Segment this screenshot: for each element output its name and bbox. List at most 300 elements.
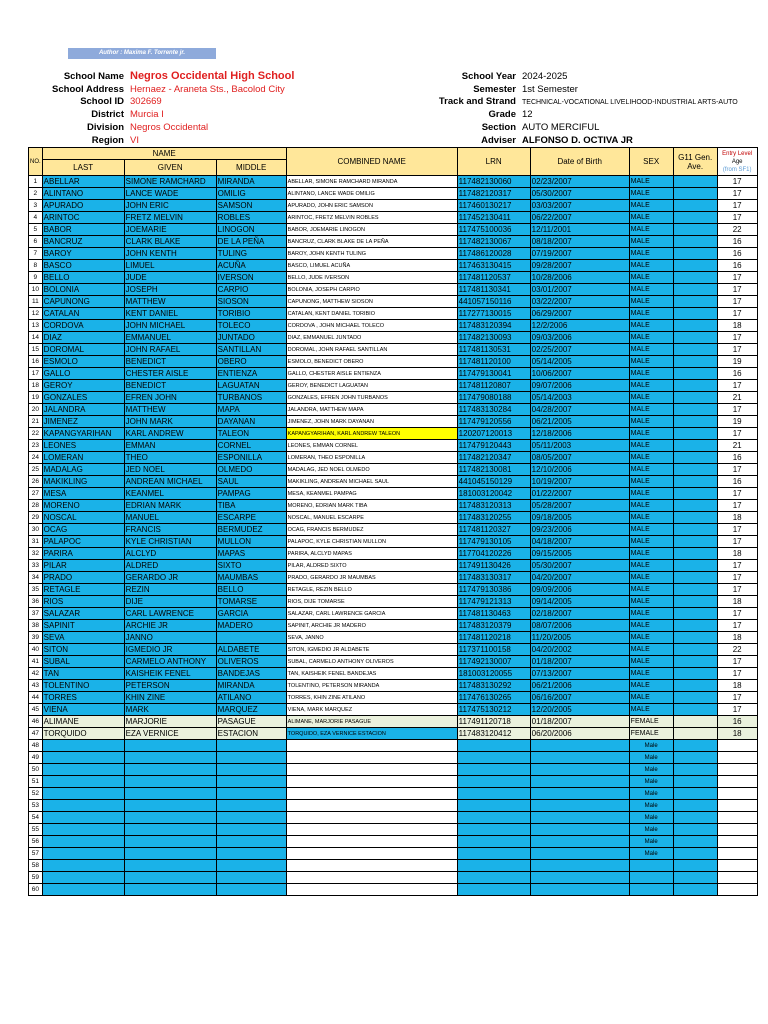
lrn: 117481120218 bbox=[457, 632, 530, 644]
g11-average bbox=[673, 332, 717, 344]
last-name: OCAG bbox=[42, 524, 124, 536]
combined-name: RIOS, DIJE TOMARSE bbox=[286, 596, 457, 608]
table-row bbox=[29, 632, 758, 644]
g11-average bbox=[673, 560, 717, 572]
row-number: 7 bbox=[29, 248, 43, 260]
sex: MALE bbox=[629, 464, 673, 476]
sex: MALE bbox=[629, 236, 673, 248]
semester: 1st Semester bbox=[522, 84, 578, 95]
combined-name: ARINTOC, FRETZ MELVIN ROBLES bbox=[286, 212, 457, 224]
table-row bbox=[29, 368, 758, 380]
middle-name: TULING bbox=[216, 248, 286, 260]
middle-name: MAPA bbox=[216, 404, 286, 416]
col-lrn: LRN bbox=[457, 148, 530, 176]
row-number: 5 bbox=[29, 224, 43, 236]
g11-average bbox=[673, 656, 717, 668]
lrn: 117482130060 bbox=[457, 176, 530, 188]
middle-name: LINOGON bbox=[216, 224, 286, 236]
given-name: IGMEDIO JR bbox=[124, 644, 216, 656]
last-name: TORRES bbox=[42, 692, 124, 704]
empty-cell bbox=[124, 824, 216, 836]
row-number: 57 bbox=[29, 848, 43, 860]
combined-name: CATALAN, KENT DANIEL TORIBIO bbox=[286, 308, 457, 320]
empty-cell bbox=[673, 812, 717, 824]
row-number: 31 bbox=[29, 536, 43, 548]
empty-cell bbox=[673, 776, 717, 788]
date-of-birth: 06/21/2006 bbox=[530, 680, 629, 692]
date-of-birth: 07/13/2007 bbox=[530, 668, 629, 680]
middle-name: OMILIG bbox=[216, 188, 286, 200]
last-name: TOLENTINO bbox=[42, 680, 124, 692]
middle-name: SIXTO bbox=[216, 560, 286, 572]
sex: Male bbox=[629, 824, 673, 836]
school-name: Negros Occidental High School bbox=[130, 70, 295, 82]
combined-name: RETAGLE, REZIN BELLO bbox=[286, 584, 457, 596]
middle-name: ACUÑA bbox=[216, 260, 286, 272]
table-row bbox=[29, 512, 758, 524]
empty-cell bbox=[673, 740, 717, 752]
combined-name bbox=[286, 872, 457, 884]
middle-name: SANTILLAN bbox=[216, 344, 286, 356]
combined-name: PARIRA, ALCLYD MAPAS bbox=[286, 548, 457, 560]
middle-name: ROBLES bbox=[216, 212, 286, 224]
date-of-birth: 06/16/2007 bbox=[530, 692, 629, 704]
sex: MALE bbox=[629, 320, 673, 332]
date-of-birth: 10/19/2007 bbox=[530, 476, 629, 488]
given-name: CLARK BLAKE bbox=[124, 236, 216, 248]
empty-cell bbox=[457, 884, 530, 896]
g11-average bbox=[673, 692, 717, 704]
sex: MALE bbox=[629, 356, 673, 368]
row-number: 1 bbox=[29, 176, 43, 188]
g11-average bbox=[673, 452, 717, 464]
last-name: GALLO bbox=[42, 368, 124, 380]
last-name: TAN bbox=[42, 668, 124, 680]
table-row-empty bbox=[29, 752, 758, 764]
date-of-birth: 09/07/2006 bbox=[530, 380, 629, 392]
last-name: VIENA bbox=[42, 704, 124, 716]
sex: MALE bbox=[629, 344, 673, 356]
date-of-birth: 09/15/2005 bbox=[530, 548, 629, 560]
given-name: BENEDICT bbox=[124, 380, 216, 392]
empty-cell bbox=[673, 848, 717, 860]
given-name: MANUEL bbox=[124, 512, 216, 524]
date-of-birth: 12/18/2006 bbox=[530, 428, 629, 440]
empty-cell bbox=[457, 860, 530, 872]
g11-average bbox=[673, 632, 717, 644]
row-number: 60 bbox=[29, 884, 43, 896]
lrn: 117482130081 bbox=[457, 464, 530, 476]
given-name: SIMONE RAMCHARD bbox=[124, 176, 216, 188]
last-name: PALAPOC bbox=[42, 536, 124, 548]
row-number: 29 bbox=[29, 512, 43, 524]
row-number: 51 bbox=[29, 776, 43, 788]
age: 16 bbox=[717, 368, 757, 380]
row-number: 59 bbox=[29, 872, 43, 884]
table-row bbox=[29, 488, 758, 500]
age: 17 bbox=[717, 608, 757, 620]
empty-cell bbox=[457, 764, 530, 776]
sex: Male bbox=[629, 812, 673, 824]
middle-name: MIRANDA bbox=[216, 680, 286, 692]
empty-cell bbox=[457, 848, 530, 860]
date-of-birth: 01/18/2007 bbox=[530, 656, 629, 668]
sex: MALE bbox=[629, 704, 673, 716]
given-name: KENT DANIEL bbox=[124, 308, 216, 320]
table-row bbox=[29, 236, 758, 248]
table-row bbox=[29, 188, 758, 200]
empty-cell bbox=[42, 752, 124, 764]
last-name: SAPINIT bbox=[42, 620, 124, 632]
combined-name: SUBAL, CARMELO ANTHONY OLIVEROS bbox=[286, 656, 457, 668]
combined-name: SAPINIT, ARCHIE JR MADERO bbox=[286, 620, 457, 632]
row-number: 37 bbox=[29, 608, 43, 620]
date-of-birth: 08/18/2007 bbox=[530, 236, 629, 248]
empty-cell bbox=[124, 740, 216, 752]
table-row bbox=[29, 620, 758, 632]
combined-name: JIMENEZ, JOHN MARK DAYANAN bbox=[286, 416, 457, 428]
row-number: 27 bbox=[29, 488, 43, 500]
age: 17 bbox=[717, 524, 757, 536]
g11-average bbox=[673, 272, 717, 284]
empty-cell bbox=[216, 812, 286, 824]
row-number: 33 bbox=[29, 560, 43, 572]
sex: MALE bbox=[629, 620, 673, 632]
g11-average bbox=[673, 224, 717, 236]
combined-name bbox=[286, 836, 457, 848]
age: 17 bbox=[717, 428, 757, 440]
date-of-birth: 04/20/2007 bbox=[530, 572, 629, 584]
table-row-empty bbox=[29, 740, 758, 752]
region: VI bbox=[130, 135, 139, 146]
age: 19 bbox=[717, 416, 757, 428]
given-name: JUDE bbox=[124, 272, 216, 284]
lrn: 117479120443 bbox=[457, 440, 530, 452]
g11-average bbox=[673, 572, 717, 584]
row-number: 11 bbox=[29, 296, 43, 308]
date-of-birth: 12/11/2001 bbox=[530, 224, 629, 236]
middle-name: BELLO bbox=[216, 584, 286, 596]
age: 17 bbox=[717, 332, 757, 344]
g11-average bbox=[673, 404, 717, 416]
table-row bbox=[29, 452, 758, 464]
sex: MALE bbox=[629, 200, 673, 212]
g11-average bbox=[673, 200, 717, 212]
middle-name: TIBA bbox=[216, 500, 286, 512]
combined-name bbox=[286, 824, 457, 836]
last-name: LOMERAN bbox=[42, 452, 124, 464]
date-of-birth: 10/06/2007 bbox=[530, 368, 629, 380]
age: 21 bbox=[717, 392, 757, 404]
combined-name: DIAZ, EMMANUEL JUNTADO bbox=[286, 332, 457, 344]
row-number: 34 bbox=[29, 572, 43, 584]
g11-average bbox=[673, 296, 717, 308]
g11-average bbox=[673, 188, 717, 200]
row-number: 12 bbox=[29, 308, 43, 320]
given-name: JOHN RAFAEL bbox=[124, 344, 216, 356]
table-row bbox=[29, 656, 758, 668]
table-row bbox=[29, 416, 758, 428]
table-row bbox=[29, 332, 758, 344]
combined-name: TORQUIDO, EZA VERNICE ESTACION bbox=[286, 728, 457, 740]
sex: MALE bbox=[629, 692, 673, 704]
row-number: 58 bbox=[29, 860, 43, 872]
row-number: 45 bbox=[29, 704, 43, 716]
date-of-birth: 04/20/2002 bbox=[530, 644, 629, 656]
middle-name: PASAGUE bbox=[216, 716, 286, 728]
table-row bbox=[29, 212, 758, 224]
age: 17 bbox=[717, 200, 757, 212]
age: 17 bbox=[717, 176, 757, 188]
middle-name: ESTACION bbox=[216, 728, 286, 740]
empty-cell bbox=[216, 884, 286, 896]
sex: MALE bbox=[629, 404, 673, 416]
row-number: 56 bbox=[29, 836, 43, 848]
given-name: PETERSON bbox=[124, 680, 216, 692]
row-number: 18 bbox=[29, 380, 43, 392]
age bbox=[717, 788, 757, 800]
combined-name: MADALAG, JED NOEL OLMEDO bbox=[286, 464, 457, 476]
row-number: 6 bbox=[29, 236, 43, 248]
empty-cell bbox=[673, 836, 717, 848]
row-number: 19 bbox=[29, 392, 43, 404]
empty-cell bbox=[216, 764, 286, 776]
last-name: LEONES bbox=[42, 440, 124, 452]
age: 22 bbox=[717, 644, 757, 656]
middle-name: MADERO bbox=[216, 620, 286, 632]
empty-cell bbox=[42, 836, 124, 848]
row-number: 36 bbox=[29, 596, 43, 608]
middle-name: JUNTADO bbox=[216, 332, 286, 344]
lrn: 117481120807 bbox=[457, 380, 530, 392]
col-name: NAME bbox=[42, 148, 286, 160]
label-school-address: School Address bbox=[52, 84, 124, 95]
age: 17 bbox=[717, 212, 757, 224]
sex: MALE bbox=[629, 548, 673, 560]
date-of-birth: 01/22/2007 bbox=[530, 488, 629, 500]
g11-average bbox=[673, 344, 717, 356]
combined-name: NOSCAL, MANUEL ESCARPE bbox=[286, 512, 457, 524]
row-number: 47 bbox=[29, 728, 43, 740]
middle-name: OLMEDO bbox=[216, 464, 286, 476]
age: 16 bbox=[717, 236, 757, 248]
date-of-birth: 12/2/2006 bbox=[530, 320, 629, 332]
lrn: 441057150116 bbox=[457, 296, 530, 308]
date-of-birth: 05/30/2007 bbox=[530, 560, 629, 572]
lrn: 117483120313 bbox=[457, 500, 530, 512]
sex: MALE bbox=[629, 632, 673, 644]
date-of-birth: 09/03/2006 bbox=[530, 332, 629, 344]
middle-name: TURBANOS bbox=[216, 392, 286, 404]
empty-cell bbox=[216, 836, 286, 848]
empty-cell bbox=[124, 788, 216, 800]
sex: MALE bbox=[629, 296, 673, 308]
sex: MALE bbox=[629, 572, 673, 584]
combined-name: LEONES, EMMAN CORNEL bbox=[286, 440, 457, 452]
combined-name bbox=[286, 884, 457, 896]
table-row bbox=[29, 716, 758, 728]
table-row bbox=[29, 692, 758, 704]
given-name: THEO bbox=[124, 452, 216, 464]
lrn: 117481120327 bbox=[457, 524, 530, 536]
row-number: 40 bbox=[29, 644, 43, 656]
g11-average bbox=[673, 356, 717, 368]
g11-average bbox=[673, 644, 717, 656]
age: 16 bbox=[717, 248, 757, 260]
combined-name bbox=[286, 848, 457, 860]
adviser: ALFONSO D. OCTIVA JR bbox=[522, 135, 633, 146]
combined-name: SITON, IGMEDIO JR ALDABETE bbox=[286, 644, 457, 656]
col-last: LAST bbox=[42, 160, 124, 176]
last-name: ESMOLO bbox=[42, 356, 124, 368]
sex: Male bbox=[629, 740, 673, 752]
label-region: Region bbox=[91, 135, 124, 146]
empty-cell bbox=[530, 764, 629, 776]
sex: Male bbox=[629, 764, 673, 776]
row-number: 30 bbox=[29, 524, 43, 536]
sex: Male bbox=[629, 800, 673, 812]
empty-cell bbox=[530, 776, 629, 788]
lrn: 117483120255 bbox=[457, 512, 530, 524]
table-row bbox=[29, 560, 758, 572]
combined-name: CAPUNONG, MATTHEW SIOSON bbox=[286, 296, 457, 308]
label-school-year: School Year bbox=[461, 71, 516, 82]
given-name: DIJE bbox=[124, 596, 216, 608]
middle-name: OBERO bbox=[216, 356, 286, 368]
date-of-birth: 09/28/2007 bbox=[530, 260, 629, 272]
middle-name: SAMSON bbox=[216, 200, 286, 212]
lrn: 117475130212 bbox=[457, 704, 530, 716]
row-number: 8 bbox=[29, 260, 43, 272]
empty-cell bbox=[457, 800, 530, 812]
middle-name: ENTIENZA bbox=[216, 368, 286, 380]
date-of-birth: 08/05/2007 bbox=[530, 452, 629, 464]
lrn: 117479130386 bbox=[457, 584, 530, 596]
age: 16 bbox=[717, 716, 757, 728]
row-number: 43 bbox=[29, 680, 43, 692]
age: 17 bbox=[717, 404, 757, 416]
given-name: GERARDO JR bbox=[124, 572, 216, 584]
g11-average bbox=[673, 584, 717, 596]
combined-name: BELLO, JUDE IVERSON bbox=[286, 272, 457, 284]
empty-cell bbox=[124, 872, 216, 884]
age: 17 bbox=[717, 344, 757, 356]
g11-average bbox=[673, 320, 717, 332]
last-name: CAPUNONG bbox=[42, 296, 124, 308]
given-name: KEANMEL bbox=[124, 488, 216, 500]
table-row bbox=[29, 464, 758, 476]
table-row bbox=[29, 200, 758, 212]
sex: MALE bbox=[629, 308, 673, 320]
given-name: BENEDICT bbox=[124, 356, 216, 368]
empty-cell bbox=[530, 788, 629, 800]
sex bbox=[629, 884, 673, 896]
age bbox=[717, 764, 757, 776]
row-number: 3 bbox=[29, 200, 43, 212]
given-name: MATTHEW bbox=[124, 296, 216, 308]
empty-cell bbox=[216, 860, 286, 872]
sex: MALE bbox=[629, 224, 673, 236]
combined-name: TORRES, KHIN ZINE ATILANO bbox=[286, 692, 457, 704]
row-number: 55 bbox=[29, 824, 43, 836]
row-number: 46 bbox=[29, 716, 43, 728]
g11-average bbox=[673, 308, 717, 320]
date-of-birth: 08/07/2006 bbox=[530, 620, 629, 632]
combined-name: BOLONIA, JOSEPH CARPIO bbox=[286, 284, 457, 296]
table-row bbox=[29, 584, 758, 596]
date-of-birth: 06/20/2006 bbox=[530, 728, 629, 740]
combined-name: MESA, KEANMEL PAMPAG bbox=[286, 488, 457, 500]
label-adviser: Adviser bbox=[481, 135, 516, 146]
age: 17 bbox=[717, 308, 757, 320]
table-row bbox=[29, 248, 758, 260]
middle-name: DE LA PEÑA bbox=[216, 236, 286, 248]
g11-average bbox=[673, 668, 717, 680]
table-row bbox=[29, 320, 758, 332]
last-name: DOROMAL bbox=[42, 344, 124, 356]
track-strand: TECHNICAL-VOCATIONAL LIVELIHOOD-INDUSTRIAL ARTS-AUTO bbox=[522, 99, 738, 106]
g11-average bbox=[673, 212, 717, 224]
col-combined: COMBINED NAME bbox=[286, 148, 457, 176]
combined-name bbox=[286, 812, 457, 824]
empty-cell bbox=[530, 836, 629, 848]
lrn: 181003120042 bbox=[457, 488, 530, 500]
empty-cell bbox=[42, 788, 124, 800]
age bbox=[717, 848, 757, 860]
combined-name: BASCO, LIMUEL ACUÑA bbox=[286, 260, 457, 272]
table-row bbox=[29, 392, 758, 404]
age: 17 bbox=[717, 272, 757, 284]
combined-name bbox=[286, 764, 457, 776]
lrn: 117460130217 bbox=[457, 200, 530, 212]
table-row bbox=[29, 536, 758, 548]
age bbox=[717, 800, 757, 812]
col-given: GIVEN bbox=[124, 160, 216, 176]
row-number: 14 bbox=[29, 332, 43, 344]
combined-name bbox=[286, 788, 457, 800]
row-number: 4 bbox=[29, 212, 43, 224]
combined-name: BABOR, JOEMARIE LINOGON bbox=[286, 224, 457, 236]
empty-cell bbox=[673, 884, 717, 896]
middle-name: MULLON bbox=[216, 536, 286, 548]
row-number: 53 bbox=[29, 800, 43, 812]
date-of-birth: 11/20/2005 bbox=[530, 632, 629, 644]
table-row bbox=[29, 380, 758, 392]
table-row-empty bbox=[29, 788, 758, 800]
last-name: JIMENEZ bbox=[42, 416, 124, 428]
age bbox=[717, 860, 757, 872]
given-name: REZIN bbox=[124, 584, 216, 596]
date-of-birth: 05/11/2003 bbox=[530, 440, 629, 452]
sex: MALE bbox=[629, 512, 673, 524]
empty-cell bbox=[673, 824, 717, 836]
middle-name: OLIVEROS bbox=[216, 656, 286, 668]
age: 16 bbox=[717, 476, 757, 488]
combined-name bbox=[286, 740, 457, 752]
sex: Male bbox=[629, 848, 673, 860]
lrn: 117483120394 bbox=[457, 320, 530, 332]
age: 17 bbox=[717, 620, 757, 632]
empty-cell bbox=[216, 752, 286, 764]
empty-cell bbox=[42, 800, 124, 812]
col-sex: SEX bbox=[629, 148, 673, 176]
date-of-birth: 07/19/2007 bbox=[530, 248, 629, 260]
lrn: 117475100036 bbox=[457, 224, 530, 236]
age: 18 bbox=[717, 512, 757, 524]
col-age: Entry Level Age (from SF1) bbox=[717, 148, 757, 176]
last-name: MAKIKLING bbox=[42, 476, 124, 488]
table-row bbox=[29, 548, 758, 560]
